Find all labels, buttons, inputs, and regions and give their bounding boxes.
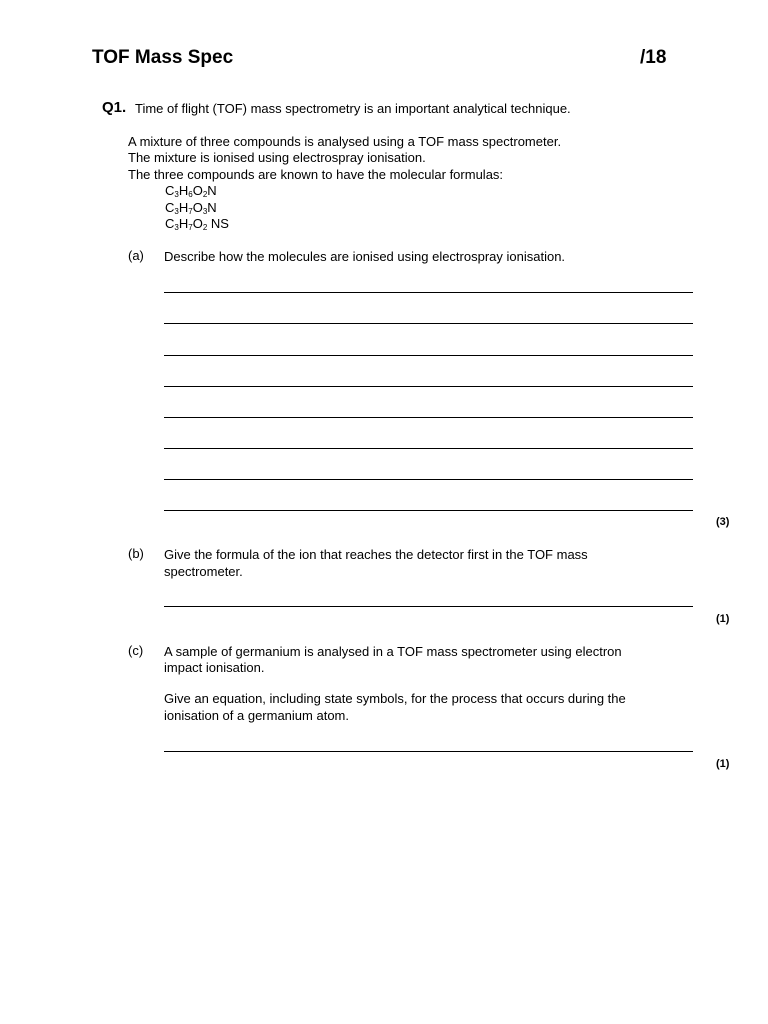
answer-line-a-3[interactable] — [164, 355, 693, 356]
part-b-label: (b) — [128, 546, 144, 561]
answer-line-a-6[interactable] — [164, 448, 693, 449]
part-b-marks: (1) — [716, 613, 730, 625]
part-c-text-2: impact ionisation. — [164, 660, 265, 675]
answer-line-a-2[interactable] — [164, 323, 693, 324]
question-number: Q1. — [102, 99, 127, 116]
part-c-text-3: Give an equation, including state symbols, for the process that occurs during the — [164, 691, 626, 706]
answer-line-a-1[interactable] — [164, 292, 693, 293]
page-title: TOF Mass Spec — [92, 47, 234, 68]
answer-line-c[interactable] — [164, 751, 693, 752]
question-stem: Time of flight (TOF) mass spectrometry is an important analytical technique. — [135, 101, 571, 116]
formula-2: $C_3H_7O_3N$ — [165, 200, 217, 216]
answer-line-b[interactable] — [164, 606, 693, 607]
formula-3: $C_3H_7O_2$ NS — [165, 216, 229, 232]
answer-line-a-5[interactable] — [164, 417, 693, 418]
part-a-label: (a) — [128, 248, 144, 263]
intro-line-3: The three compounds are known to have the molecular formulas: — [128, 167, 504, 182]
answer-line-a-7[interactable] — [164, 479, 693, 480]
total-marks: /18 — [640, 47, 667, 68]
answer-line-a-8[interactable] — [164, 510, 693, 511]
part-a-text: Describe how the molecules are ionised using electrospray ionisation. — [164, 249, 566, 264]
part-c-marks: (1) — [716, 758, 730, 770]
part-c-label: (c) — [128, 643, 144, 658]
intro-line-2: The mixture is ionised using electrospray ionisation. — [128, 150, 426, 165]
part-b-text-2: spectrometer. — [164, 564, 243, 579]
part-a-marks: (3) — [716, 516, 730, 528]
formula-1: $C_3H_6O_2N$ — [165, 183, 217, 199]
part-c-text-1: A sample of germanium is analysed in a TOF mass spectrometer using electron — [164, 644, 622, 659]
intro-line-1: A mixture of three compounds is analysed using a TOF mass spectrometer. — [128, 134, 562, 149]
part-b-text-1: Give the formula of the ion that reaches the detector first in the TOF mass — [164, 547, 588, 562]
part-c-text-4: ionisation of a germanium atom. — [164, 708, 349, 723]
answer-line-a-4[interactable] — [164, 386, 693, 387]
